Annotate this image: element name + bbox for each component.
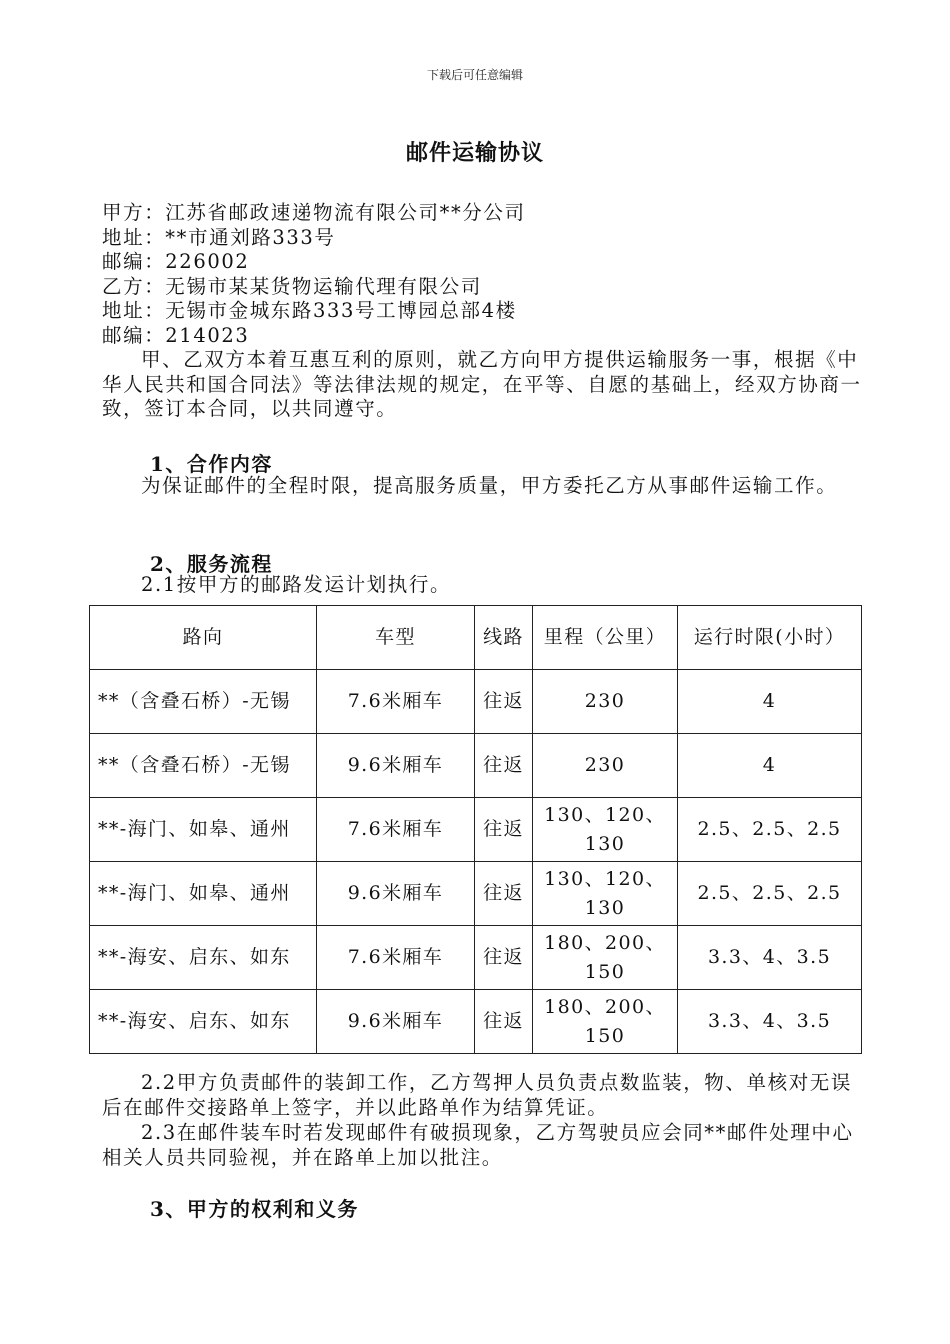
party-a-postcode: 邮编：226002 xyxy=(102,250,250,273)
cell-time-limit: 2.5、2.5、2.5 xyxy=(678,798,862,862)
cell-mileage: 180、200、150 xyxy=(533,990,678,1054)
table-header-row xyxy=(90,606,862,670)
cell-mileage: 230 xyxy=(533,670,678,734)
cell-time-limit: 3.3、4、3.5 xyxy=(678,926,862,990)
cell-mileage: 230 xyxy=(533,734,678,798)
section2-heading: 2、服务流程 xyxy=(150,552,273,576)
cell-time-limit: 3.3、4、3.5 xyxy=(678,990,862,1054)
table-row xyxy=(90,798,862,862)
cell-line: 往返 xyxy=(475,926,533,990)
cell-line: 往返 xyxy=(475,798,533,862)
cell-route: **-海门、如皋、通州 xyxy=(90,798,317,862)
header-line: 线路 xyxy=(475,606,533,670)
section3-heading: 3、甲方的权利和义务 xyxy=(150,1197,359,1221)
cell-route: **（含叠石桥）-无锡 xyxy=(90,670,317,734)
table-row xyxy=(90,670,862,734)
cell-mileage: 130、120、130 xyxy=(533,862,678,926)
cell-mileage: 180、200、150 xyxy=(533,926,678,990)
party-b-name: 乙方：无锡市某某货物运输代理有限公司 xyxy=(102,274,482,298)
route-table xyxy=(89,605,862,1054)
table-row xyxy=(90,990,862,1054)
cell-route: **（含叠石桥）-无锡 xyxy=(90,734,317,798)
cell-vehicle: 9.6米厢车 xyxy=(317,734,475,798)
table-row xyxy=(90,734,862,798)
intro-paragraph: 甲、乙双方本着互惠互利的原则，就乙方向甲方提供运输服务一事，根据《中华人民共和国合同法》等法律法规的规定，在平等、自愿的基础上，经双方协商一致，签订本合同，以共同遵守。 xyxy=(102,348,862,420)
section1-text: 为保证邮件的全程时限，提高服务质量，甲方委托乙方从事邮件运输工作。 xyxy=(141,474,838,497)
cell-route: **-海安、启东、如东 xyxy=(90,990,317,1054)
cell-time-limit: 4 xyxy=(678,734,862,798)
party-info-block xyxy=(102,201,862,348)
item-2-2: 2.2甲方负责邮件的装卸工作，乙方驾押人员负责点数监装，物、单核对无误后在邮件交接路单上签字，并以此路单作为结算凭证。 xyxy=(102,1071,853,1119)
party-a-name: 甲方：江苏省邮政速递物流有限公司**分公司 xyxy=(102,201,526,224)
cell-mileage: 130、120、130 xyxy=(533,798,678,862)
cell-line: 往返 xyxy=(475,734,533,798)
cell-time-limit: 4 xyxy=(678,670,862,734)
cell-line: 往返 xyxy=(475,670,533,734)
document-title: 邮件运输协议 xyxy=(405,141,544,166)
party-b-postcode: 邮编：214023 xyxy=(102,323,250,347)
cell-line: 往返 xyxy=(475,990,533,1054)
header-note: 下载后可任意编辑 xyxy=(426,68,523,82)
cell-route: **-海门、如皋、通州 xyxy=(90,862,317,926)
cell-vehicle: 9.6米厢车 xyxy=(317,990,475,1054)
item-2-3: 2.3在邮件装车时若发现邮件有破损现象，乙方驾驶员应会同**邮件处理中心相关人员共同验视，并在路单上加以批注。 xyxy=(102,1121,854,1169)
cell-line: 往返 xyxy=(475,862,533,926)
cell-route: **-海安、启东、如东 xyxy=(90,926,317,990)
party-b-address: 地址：无锡市金城东路333号工博园总部4楼 xyxy=(102,299,517,322)
cell-vehicle: 7.6米厢车 xyxy=(317,926,475,990)
cell-time-limit: 2.5、2.5、2.5 xyxy=(678,862,862,926)
header-route: 路向 xyxy=(90,606,317,670)
section1-heading: 1、合作内容 xyxy=(150,452,273,476)
header-mileage: 里程（公里） xyxy=(533,606,678,670)
item-2-1: 2.1按甲方的邮路发运计划执行。 xyxy=(141,573,452,596)
cell-vehicle: 7.6米厢车 xyxy=(317,798,475,862)
table-row xyxy=(90,926,862,990)
cell-vehicle: 7.6米厢车 xyxy=(317,670,475,734)
cell-vehicle: 9.6米厢车 xyxy=(317,862,475,926)
header-vehicle: 车型 xyxy=(317,606,475,670)
header-time-limit: 运行时限(小时） xyxy=(678,606,862,670)
party-a-address: 地址：**市通刘路333号 xyxy=(102,225,336,249)
table-row xyxy=(90,862,862,926)
